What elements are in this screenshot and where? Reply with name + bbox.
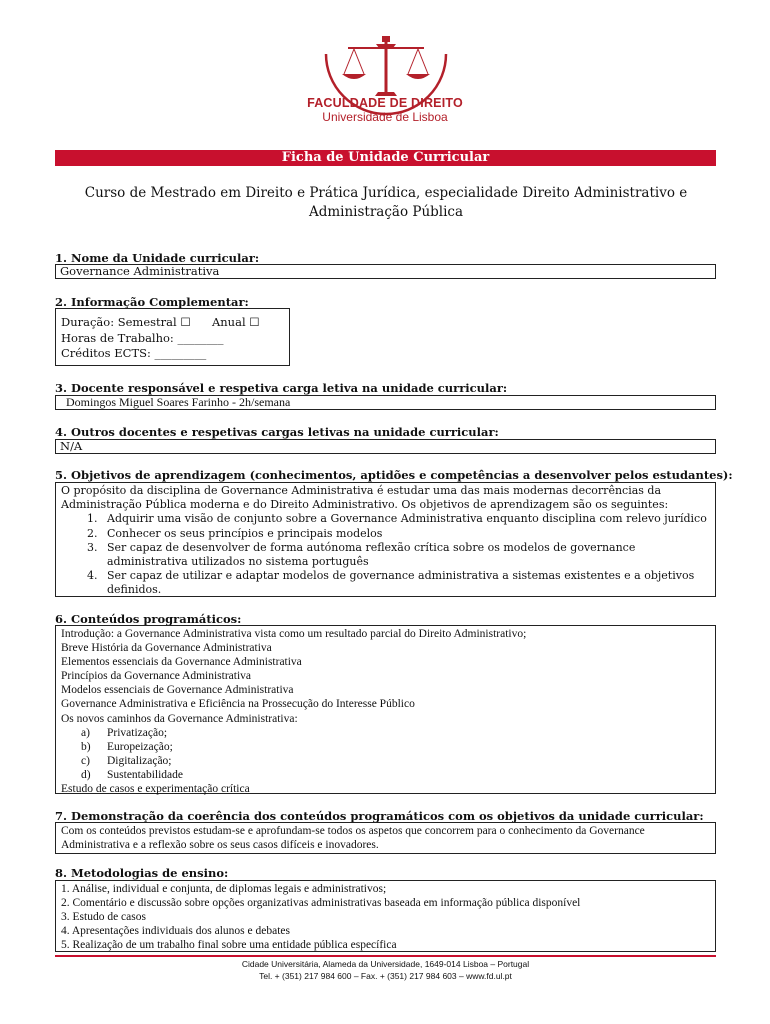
method-line: 2. Comentário e discussão sobre opções organizativas administrativas baseada em informação pública disponível <box>61 897 581 909</box>
content-line: Os novos caminhos da Governance Administrativa: <box>61 712 298 725</box>
content-line: Introdução: a Governance Administrativa vista como um resultado parcial do Direito Administrativo; <box>61 628 527 640</box>
duration-line <box>61 315 284 331</box>
list-text: Sustentabilidade <box>107 768 184 781</box>
section8-box <box>55 880 716 952</box>
footer-divider <box>55 955 716 957</box>
footer <box>55 959 716 982</box>
list-item: 4. Ser capaz de utilizar e adaptar modelos de governance administrativa a sistemas existentes e a objetivos definidos. <box>101 569 710 597</box>
course-title: Curso de Mestrado em Direito e Prática Jurídica, especialidade Direito Administrativo e Administração Pública <box>84 185 688 220</box>
ects-credits: Créditos ECTS: _________ <box>61 346 207 360</box>
section2-label: 2. Informação Complementar: <box>55 295 249 309</box>
list-item: 3. Ser capaz de desenvolver de forma autónoma reflexão crítica sobre os modelos de governance administrativa utilizados no sistema português <box>101 541 710 569</box>
faculty-logo-text <box>300 96 470 124</box>
list-marker: d) <box>81 768 91 781</box>
list-item <box>81 740 710 754</box>
content-line: Breve História da Governance Administrativa <box>61 642 272 655</box>
work-hours: Horas de Trabalho: ________ <box>61 330 224 345</box>
list-text: Privatização; <box>107 726 168 739</box>
method-line: 5. Realização de um trabalho final sobre uma entidade pública específica <box>61 939 397 951</box>
semestral-checkbox[interactable]: ☐ <box>180 315 191 329</box>
duration-label: Duração: Semestral <box>61 315 177 329</box>
content-line: Elementos essenciais da Governance Administrativa <box>61 656 302 669</box>
list-item <box>81 768 710 782</box>
logo-line1: FACULDADE DE DIREITO <box>307 96 463 110</box>
section8-label: 8. Metodologias de ensino: <box>55 866 229 880</box>
sub-list <box>61 726 710 782</box>
list-marker: b) <box>81 740 91 753</box>
section3-field: Domingos Miguel Soares Farinho - 2h/semana <box>55 395 716 410</box>
section7-field: Com os conteúdos previstos estudam-se e aprofundam-se todos os aspetos que concorrem para o conhecimento da Governance Administrativa e a reflexão sobre os seus casos difíceis e inovadores. <box>55 822 716 854</box>
section6-box <box>55 625 716 794</box>
list-item <box>81 754 710 768</box>
list-marker: a) <box>81 726 90 739</box>
section3-label: 3. Docente responsável e respetiva carga letiva na unidade curricular: <box>55 381 508 395</box>
section1-label: 1. Nome da Unidade curricular: <box>55 251 260 265</box>
list-text: Europeização; <box>107 740 173 753</box>
annual-checkbox[interactable]: ☐ <box>249 315 260 329</box>
content-line: Estudo de casos e experimentação crítica <box>61 783 250 796</box>
method-line: 3. Estudo de casos <box>61 911 146 923</box>
content-line: Princípios da Governance Administrativa <box>61 670 252 683</box>
list-text: Digitalização; <box>107 754 172 767</box>
method-line: 1. Análise, individual e conjunta, de diplomas legais e administrativos; <box>61 883 387 895</box>
method-line: 4. Apresentações individuais dos alunos e debates <box>61 925 290 937</box>
list-item: 1. Adquirir uma visão de conjunto sobre a Governance Administrativa enquanto disciplina com relevo jurídico <box>101 512 710 526</box>
section1-field: Governance Administrativa <box>55 264 716 279</box>
section5-box <box>55 482 716 597</box>
section7-label: 7. Demonstração da coerência dos conteúdos programáticos com os objetivos da unidade curricular: <box>55 809 704 823</box>
section4-field: N/A <box>55 439 716 454</box>
logo-line2: Universidade de Lisboa <box>322 110 448 124</box>
objectives-list <box>61 512 710 597</box>
section2-box <box>55 308 290 366</box>
content-line: Governance Administrativa e Eficiência na Prossecução do Interesse Público <box>61 698 415 711</box>
section4-label: 4. Outros docentes e respetivas cargas letivas na unidade curricular: <box>55 425 499 439</box>
list-item: 2. Conhecer os seus princípios e principais modelos <box>101 527 710 541</box>
section5-intro: O propósito da disciplina de Governance Administrativa é estudar uma das mais modernas decorrências da Administração Pública moderna e do Direito Administrativo. Os objetivos de aprendizagem são os seguintes: <box>61 484 669 512</box>
footer-address: Cidade Universitária, Alameda da Universidade, 1649-014 Lisboa – Portugal <box>241 959 530 969</box>
form-title: Ficha de Unidade Curricular <box>55 150 716 166</box>
annual-label: Anual <box>211 315 246 329</box>
list-item <box>81 726 710 740</box>
section5-label: 5. Objetivos de aprendizagem (conhecimentos, aptidões e competências a desenvolver pelos estudantes): <box>55 468 733 482</box>
list-marker: c) <box>81 754 90 767</box>
section6-label: 6. Conteúdos programáticos: <box>55 612 242 626</box>
content-line: Modelos essenciais de Governance Administrativa <box>61 684 294 697</box>
footer-contacts: Tel. + (351) 217 984 600 – Fax. + (351) 217 984 603 – www.fd.ul.pt <box>259 970 512 981</box>
